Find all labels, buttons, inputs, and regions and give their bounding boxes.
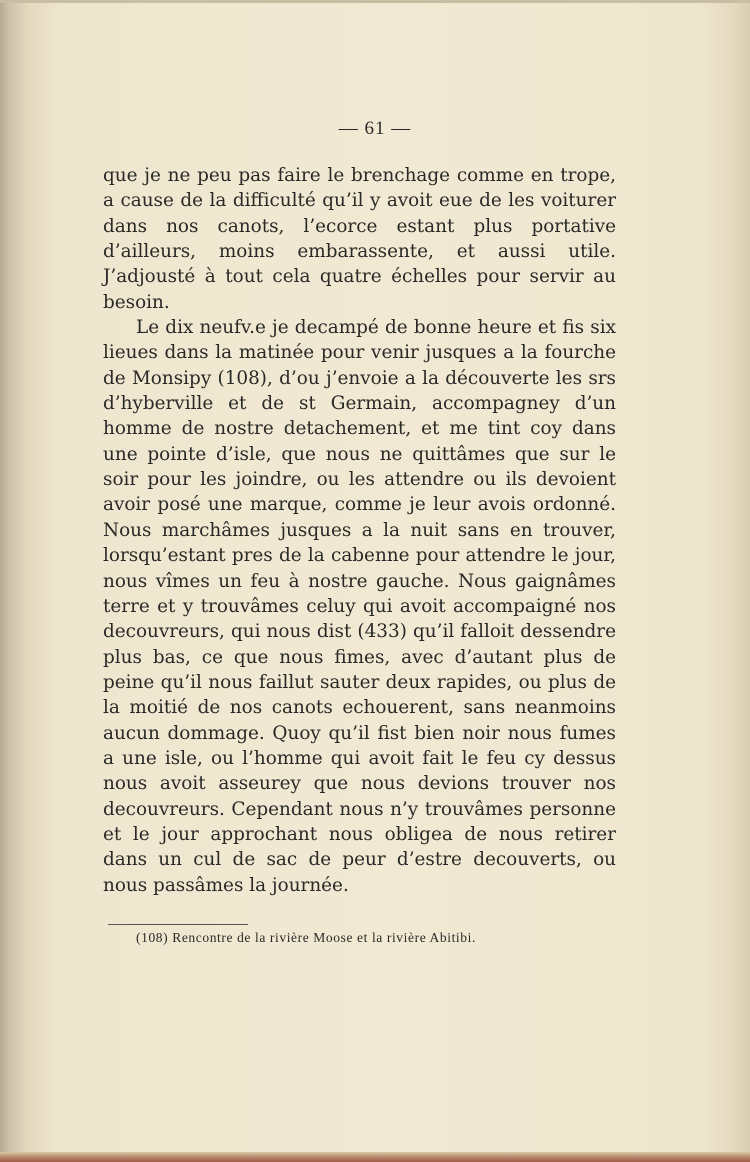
page-bottom-edge (0, 1152, 750, 1162)
page-number: — 61 — (338, 118, 412, 139)
paragraph-1: que je ne peu pas faire le brenchage comme en trope, a cause de la difficulté qu’il y avoit eue de les voiturer dans nos canots, l’ecorce estant plus portative d’ailleurs, moins embarassente, et aussi utile. J’adjousté à tout cela quatre échelles pour servir au besoin. (103, 165, 616, 313)
paragraph-2: Le dix neufv.e je decampé de bonne heure et fis six lieues dans la matinée pour venir jusques a la fourche de Monsipy (108), d’ou j’envoie a la découverte les srs d’hyberville et de st Germain, accompagney d’un homme de nostre detachement, et me tint coy dans une pointe d’isle, que nous ne quittâmes que sur le soir pour les joindre, ou les attendre ou ils devoient avoir posé une marque, comme je leur avois ordonné. Nous marchâmes jusques a la nuit sans en trouver, lorsqu’estant pres de la cabenne pour attendre le jour, nous vîmes un feu à nostre gauche. Nous gaignâmes terre et y trouvâmes celuy qui avoit accompaigné nos decouvreurs, qui nous dist (433) qu’il falloit dessendre plus bas, ce que nous fimes, avec d’autant plus de peine qu’il nous faillut sauter deux rapides, ou plus de la moitié de nos canots echouerent, sans neanmoins aucun dommage. Quoy qu’il fist bien noir nous fumes a une isle, ou l’homme qui avoit fait le feu cy dessus nous avoit asseurey que nous devions trouver nos decouvreurs. Cependant nous n’y trouvâmes personne et le jour approchant nous obligea de nous retirer dans un cul de sac de peur d’estre decouverts, ou nous passâmes la journée. (103, 317, 616, 896)
page-top-edge (0, 0, 750, 3)
footnote-divider (108, 924, 248, 925)
footnote: (108) Rencontre de la rivière Moose et la rivière Abitibi. (136, 930, 476, 945)
body-text (103, 163, 616, 898)
